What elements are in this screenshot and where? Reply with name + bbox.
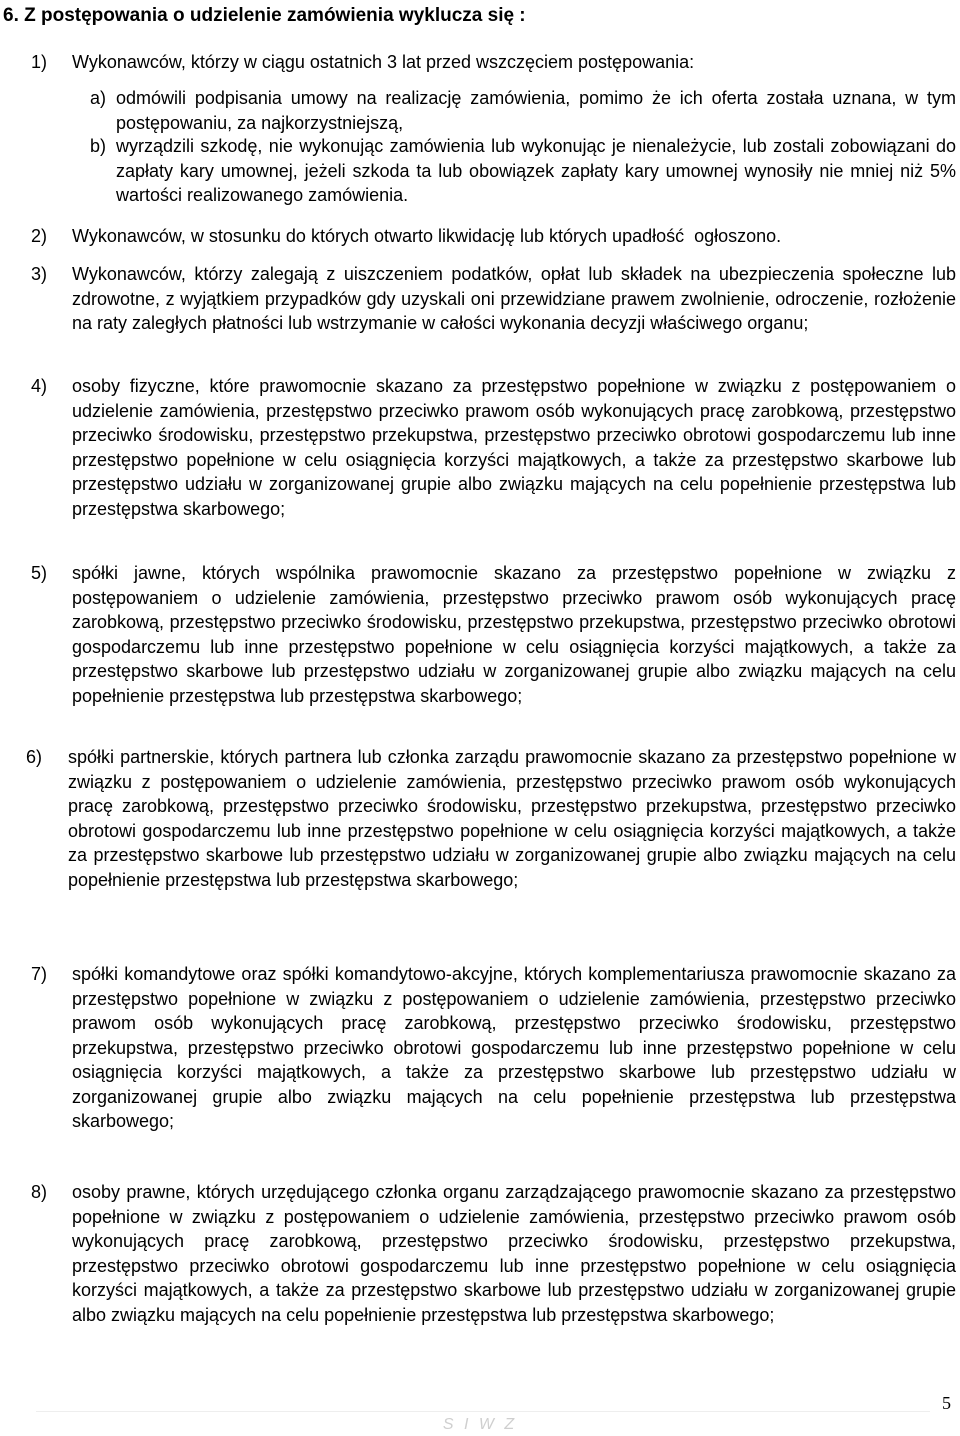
sub-item-text: odmówili podpisania umowy na realizację zamówienia, pomimo że ich oferta została uznana, w tym postępowaniu, za najkorzystniejszą, [116, 88, 956, 133]
list-item-number: 5) [31, 563, 48, 583]
list-item-text: osoby prawne, których urzędującego członka organu zarządzającego prawomocnie skazano za przestępstwo popełnione w związku z postępowaniem o udzielenie zamówienia, przestępstwo przeciwko prawom osób wykonujących pracę zarobkową, przestępstwo przeciwko środowisku, przestępstwo przekupstwa, przestępstwo przeciwko obrotowi gospodarczemu lub inne przestępstwo popełnione w celu osiągnięcia korzyści majątkowych, a także za przestępstwo skarbowe lub przestępstwo udziału w zorganizowanej grupie albo związku mających na celu popełnienie przestępstwa lub przestępstwa skarbowego; [72, 1182, 956, 1325]
list-item-number: 4) [31, 376, 48, 396]
sub-item-b [0, 134, 960, 208]
list-item-text: Wykonawców, w stosunku do których otwarto likwidację lub których upadłość ogłoszono. [72, 226, 782, 246]
list-item-3 [0, 262, 960, 362]
page-number: 5 [942, 1393, 951, 1413]
sub-item-letter: b) [90, 136, 107, 156]
list-item-1 [0, 50, 960, 75]
sub-item-text: wyrządzili szkodę, nie wykonując zamówienia lub wykonując je nienależycie, lub zostali zobowiązani do zapłaty kary umownej, jeżeli szkoda ta lub obowiązek zapłaty kary umownej wynosiły nie mniej niż 5% wartości realizowanego zamówienia. [116, 136, 956, 205]
list-item-7 [0, 962, 960, 1158]
list-item-number: 6) [26, 747, 43, 767]
list-item-number: 8) [31, 1182, 48, 1202]
sub-item-letter: a) [90, 88, 107, 108]
list-item-number: 7) [31, 964, 48, 984]
list-item-text: Wykonawców, którzy w ciągu ostatnich 3 lat przed wszczęciem postępowania: [72, 52, 695, 72]
footer-divider [36, 1411, 930, 1412]
list-item-2 [0, 224, 960, 249]
list-item-text: spółki komandytowe oraz spółki komandytowo-akcyjne, których komplementariusza prawomocnie skazano za przestępstwo popełnione w związku z postępowaniem o udzielenie zamówienia, przestępstwo przeciwko prawom osób wykonujących pracę zarobkową, przestępstwo przeciwko środowisku, przestępstwo przekupstwa, przestępstwo przeciwko obrotowi gospodarczemu lub inne przestępstwo popełnione w celu osiągnięcia korzyści majątkowych, a także za przestępstwo skarbowe lub przestępstwo udziału w zorganizowanej grupie albo związku mających na celu popełnienie przestępstwa lub przestępstwa skarbowego; [72, 964, 956, 1131]
list-item-5 [0, 561, 960, 733]
list-item-number: 3) [31, 264, 48, 284]
list-item-4 [0, 374, 960, 546]
list-item-number: 1) [31, 52, 48, 72]
list-item-6 [0, 745, 960, 941]
list-item-text: osoby fizyczne, które prawomocnie skazano za przestępstwo popełnione w związku z postępowaniem o udzielenie zamówienia, przestępstwo przeciwko prawom osób wykonujących pracę zarobkową, przestępstwo przeciwko środowisku, przestępstwo przekupstwa, przestępstwo przeciwko obrotowi gospodarczemu lub inne przestępstwo popełnione w celu osiągnięcia korzyści majątkowych, a także za przestępstwo skarbowe lub przestępstwo udziału w zorganizowanej grupie albo związku mających na celu popełnienie przestępstwa lub przestępstwa skarbowego; [72, 376, 956, 519]
list-item-text: Wykonawców, którzy zalegają z uiszczeniem podatków, opłat lub składek na ubezpieczenia społeczne lub zdrowotne, z wyjątkiem przypadków gdy uzyskali oni przewidziane prawem zwolnienie, odroczenie, rozłożenie na raty zaległych płatności lub wstrzymanie w całości wykonania decyzji właściwego organu; [72, 264, 956, 333]
list-item-8 [0, 1180, 960, 1376]
footer-watermark: S I W Z [442, 1416, 518, 1433]
sub-item-a [0, 86, 960, 136]
list-item-number: 2) [31, 226, 48, 246]
list-item-text: spółki partnerskie, których partnera lub członka zarządu prawomocnie skazano za przestępstwo popełnione w związku z postępowaniem o udzielenie zamówienia, przestępstwo przeciwko prawom osób wykonujących pracę zarobkową, przestępstwo przeciwko środowisku, przestępstwo przekupstwa, przestępstwo przeciwko obrotowi gospodarczemu lub inne przestępstwo popełnione w celu osiągnięcia korzyści majątkowych, a także za przestępstwo skarbowe lub przestępstwo udziału w zorganizowanej grupie albo związku mających na celu popełnienie przestępstwa lub przestępstwa skarbowego; [68, 747, 956, 890]
list-item-text: spółki jawne, których wspólnika prawomocnie skazano za przestępstwo popełnione w związku z postępowaniem o udzielenie zamówienia, przestępstwo przeciwko prawom osób wykonujących pracę zarobkową, przestępstwo przeciwko środowisku, przestępstwo przekupstwa, przestępstwo przeciwko obrotowi gospodarczemu lub inne przestępstwo popełnione w celu osiągnięcia korzyści majątkowych, a także za przestępstwo skarbowe lub przestępstwo udziału w zorganizowanej grupie albo związku mających na celu popełnienie przestępstwa lub przestępstwa skarbowego; [72, 563, 956, 706]
section-heading: 6. Z postępowania o udzielenie zamówienia wyklucza się : [3, 5, 526, 26]
